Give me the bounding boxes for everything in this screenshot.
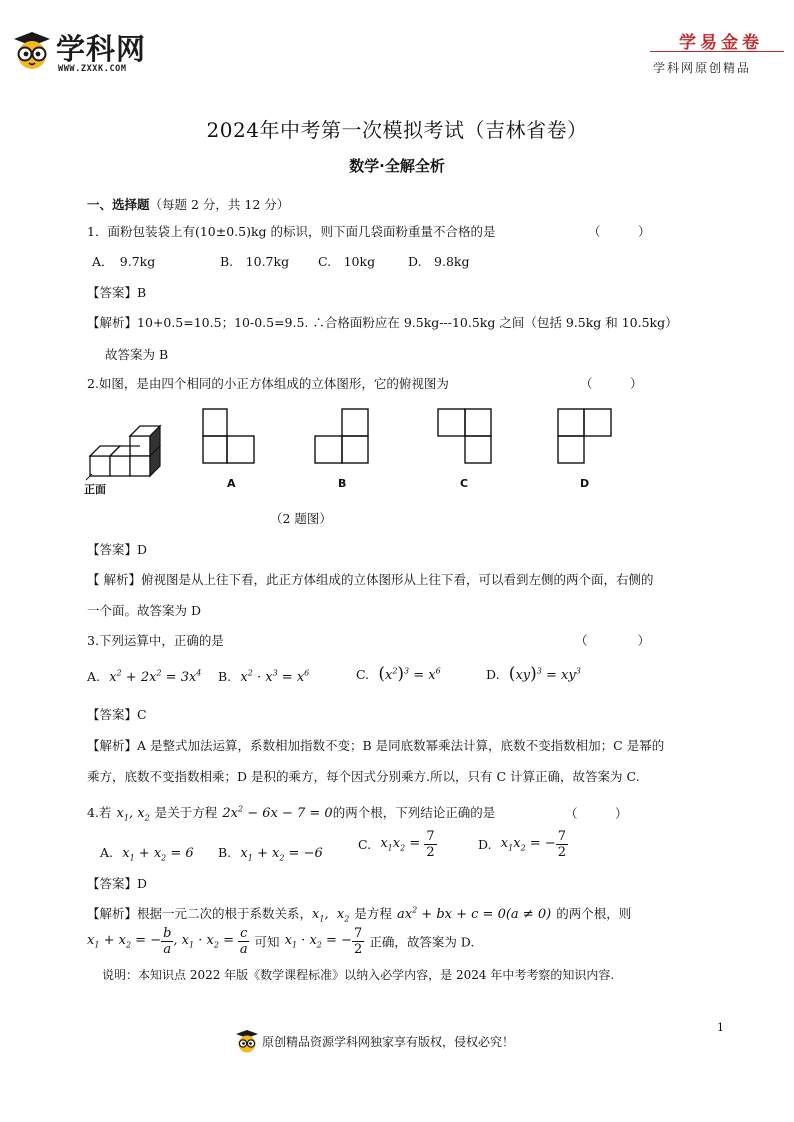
q4-option-b-formula: $x_1 + x_2 = -6$ (236, 846, 323, 863)
q2-front-label: 正面 (84, 483, 106, 496)
q3-analysis-line1: 【解析】A 是整式加法运算，系数相加指数不变；B 是同底数幂乘法计算，底数不变指数相加；C 是幂的 (87, 738, 665, 753)
q3-analysis-line2: 乘方，底数不变指数相乘；D 是积的乘方，每个因式分别乘方.所以，只有 C 计算正确，故答案为 C. (87, 769, 640, 784)
q3-option-a-formula: $x^2 + 2x^2 = 3x^4$ (105, 668, 202, 685)
page-subtitle: 数学·全解全析 (349, 157, 445, 175)
q4-analysis-line2-mid: 可知 (254, 934, 280, 950)
q2-answer: 【答案】D (87, 542, 148, 557)
q2-label-d: D (580, 477, 590, 490)
q4-note: 说明：本知识点 2022 年版《数学课程标准》以纳入必学内容，是 2024 年中考考察的知识内容. (102, 968, 615, 982)
q3-option-d-formula: $(xy)^3 = xy^3$ (508, 664, 581, 684)
q4-analysis-mid: 是方程 (354, 906, 392, 921)
q2-option-b-figure (314, 408, 370, 468)
q3-option-d (486, 664, 581, 684)
page-number: 1 (717, 1021, 724, 1034)
q3-stem: 3.下列运算中，正确的是 (87, 633, 224, 648)
section-title: 一、选择题 (87, 197, 150, 212)
q2-option-a-figure (202, 408, 256, 468)
q3-option-c (356, 664, 441, 684)
q4-vieta-product-fraction: $\frac{c}{a}$ (239, 926, 248, 957)
q4-option-c-fraction: $\frac{7}{2}$ (426, 829, 435, 860)
q4-paren: （ ） (565, 806, 628, 821)
brand-divider (650, 51, 784, 52)
q4-stem-post: 的两个根，下列结论正确的是 (332, 805, 496, 820)
q1-analysis: 【解析】10+0.5=10.5；10-0.5=9.5. ∴合格面粉应在 9.5kg---10.5kg 之间（包括 9.5kg 和 10.5kg） (87, 315, 678, 330)
footer-copyright: 原创精品资源学科网独家享有版权，侵权必究！ (262, 1035, 515, 1049)
q4-equation: $2x^2 - 6x - 7 = 0$ (222, 804, 333, 821)
q4-answer: 【答案】D (87, 876, 148, 891)
brand-title: 学易金卷 (679, 33, 763, 53)
q2-stem: 2.如图，是由四个相同的小正方体组成的立体图形，它的俯视图为 (87, 376, 449, 391)
q4-vieta-sum: $x_1 + x_2$ = − (87, 933, 162, 950)
q1-option-b: B. 10.7kg (220, 254, 290, 269)
section-note: （每题 2 分，共 12 分） (149, 197, 290, 212)
q4-stem-pre: 4.若 (87, 805, 112, 820)
q4-analysis-line2 (87, 926, 474, 957)
q3-option-b-formula: $x^2 \cdot x^3 = x^6$ (236, 668, 310, 685)
q2-analysis-line2: 一个面。故答案为 D (87, 603, 201, 618)
q1-paren: （ ） (588, 224, 651, 239)
page-title: 2024年中考第一次模拟考试（吉林省卷） (206, 118, 588, 142)
logo-owl-icon (10, 26, 54, 74)
q4-option-c-formula: $x_1x_2$ = (376, 836, 425, 853)
q4-option-d-fraction: $\frac{7}{2}$ (557, 829, 566, 860)
q4-option-d-formula: $x_1x_2$ = − (496, 836, 556, 853)
q4-vieta-product: , $x_1 \cdot x_2$ = (173, 933, 239, 950)
q2-option-d-figure (557, 408, 613, 468)
q1-option-c: C. 10kg (318, 254, 376, 269)
q2-option-c-figure (437, 408, 493, 468)
q4-option-b (218, 842, 323, 863)
q4-option-a-formula: $x_1 + x_2 = 6$ (118, 846, 194, 863)
q1-conclusion: 故答案为 B (105, 347, 169, 362)
q3-option-a (87, 666, 201, 685)
q4-option-c-label: C. (358, 837, 372, 852)
q4-option-a (100, 842, 194, 863)
q4-stem-mid: 是关于方程 (154, 805, 218, 820)
q3-paren: （ ） (575, 633, 651, 648)
q4-vieta-sum-fraction: $\frac{b}{a}$ (163, 926, 172, 957)
q3-option-d-label: D. (486, 667, 500, 682)
q3-option-b (218, 666, 309, 685)
q2-analysis-line1: 【 解析】俯视图是从上往下看，此正方体组成的立体图形从上往下看，可以看到左侧的两个面，右侧的 (87, 572, 654, 587)
q3-answer: 【答案】C (87, 707, 147, 722)
logo-url: WWW.ZXXK.COM (58, 64, 127, 74)
brand-subtitle: 学科网原创精品 (653, 61, 752, 75)
q1-option-d: D. 9.8kg (408, 254, 470, 269)
q2-label-a: A (227, 477, 236, 490)
q4-analysis-line1 (87, 903, 631, 924)
q2-label-b: B (338, 477, 347, 490)
footer-owl-icon (234, 1027, 260, 1057)
q1-answer: 【答案】B (87, 285, 147, 300)
q3-option-c-formula: $(x^2)^3 = x^6$ (378, 664, 441, 684)
q1-stem: 1．面粉包装袋上有(10±0.5)kg 的标识，则下面几袋面粉重量不合格的是 (87, 224, 496, 239)
q2-label-c: C (460, 477, 469, 490)
q3-option-c-label: C. (356, 667, 370, 682)
q1-option-a: A． 9.7kg (92, 254, 156, 269)
q4-analysis-pre: 【解析】根据一元二次的根于系数关系， (87, 906, 313, 921)
q4-analysis-line2-post: 正确，故答案为 D. (369, 934, 475, 950)
q4-roots: $x_1$, $x_2$ (116, 806, 150, 823)
q4-result: $x_1 \cdot x_2$ = − (284, 933, 352, 950)
q4-option-d (478, 829, 568, 860)
q3-option-b-label: B. (218, 669, 232, 684)
q3-option-a-label: A. (87, 669, 101, 684)
logo-name: 学科网 (56, 32, 147, 66)
q4-analysis-roots: $x_1$, $x_2$ (312, 907, 350, 924)
section-heading (87, 194, 289, 213)
q4-option-d-label: D. (478, 837, 492, 852)
q2-caption: （2 题图） (270, 511, 332, 526)
q4-stem (87, 802, 495, 823)
q4-option-c (358, 829, 437, 860)
q2-paren: （ ） (580, 376, 643, 391)
q4-result-fraction: $\frac{7}{2}$ (353, 926, 363, 957)
q4-general-equation: $ax^2$ + bx + c = 0(a ≠ 0) (396, 905, 552, 922)
q4-option-b-label: B. (218, 845, 232, 860)
q4-option-a-label: A. (100, 845, 114, 860)
q4-analysis-post: 的两个根，则 (556, 906, 632, 921)
